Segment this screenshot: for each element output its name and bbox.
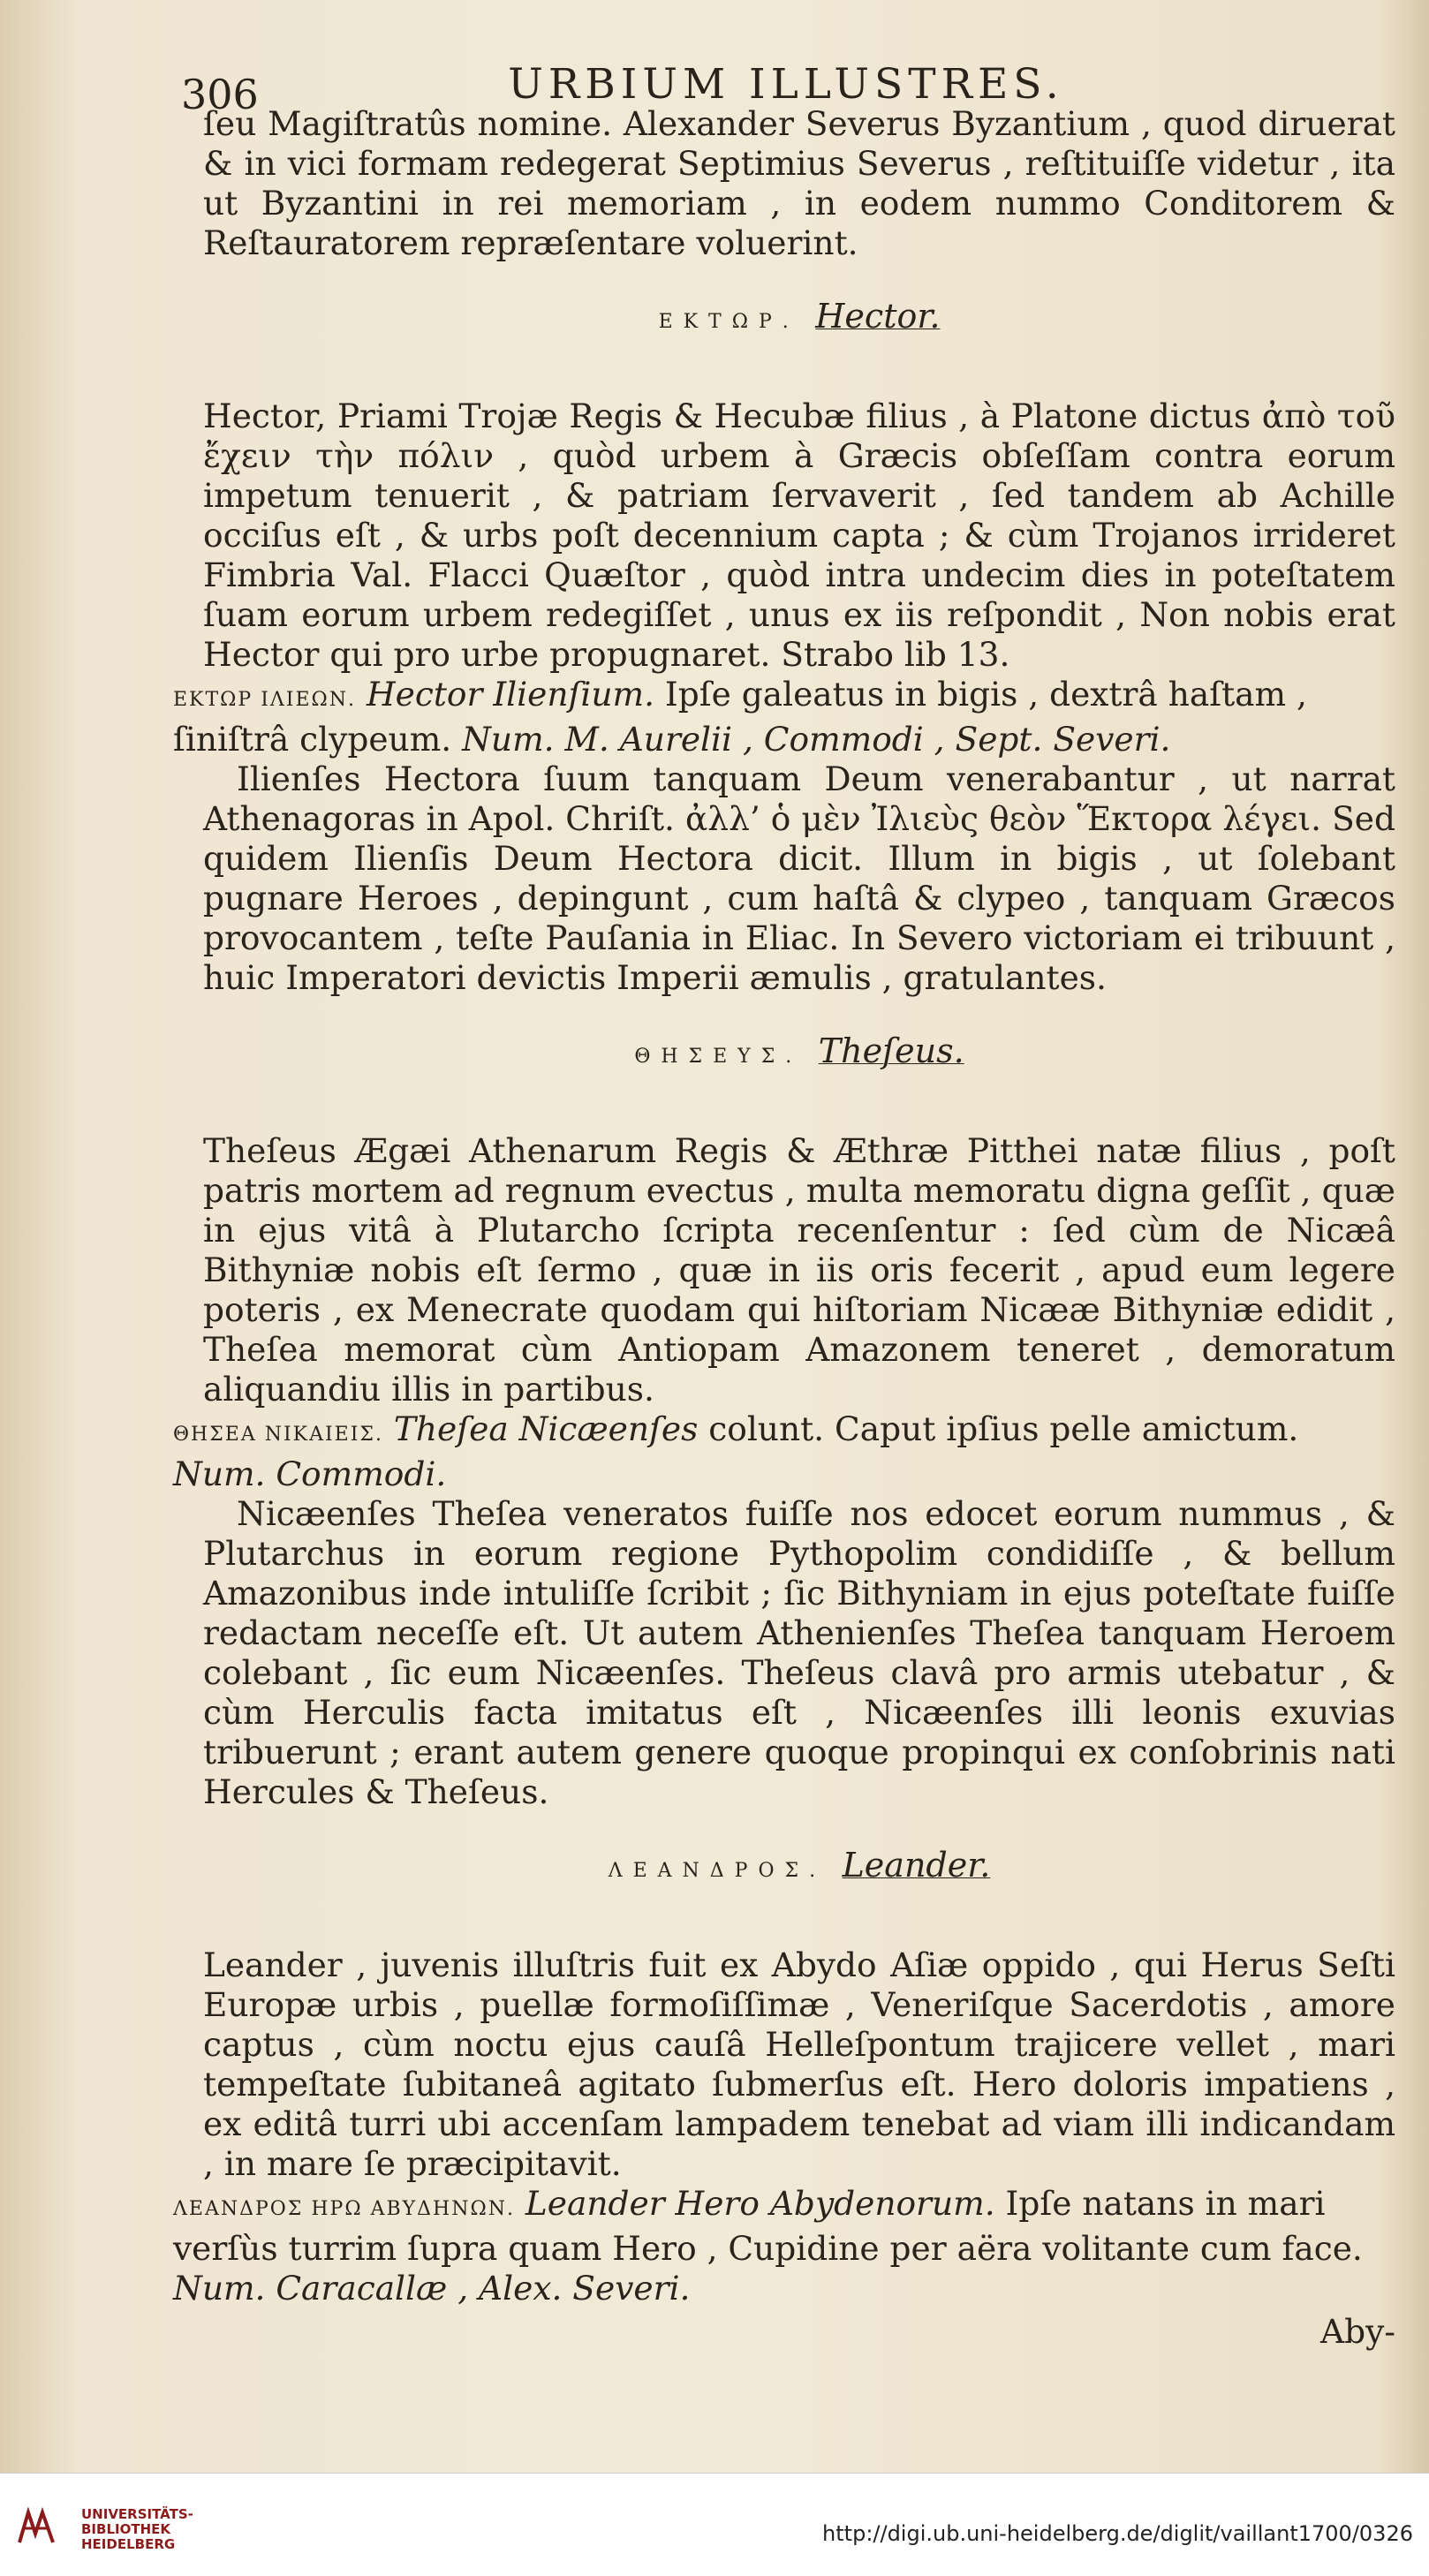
latin-heading: Leander. bbox=[842, 1846, 991, 1885]
section-paragraph-2: Ilienſes Hectora ſuum tanquam Deum venerabantur , ut narrat Athenagoras in Apol. Chriſt. ἀλλ’ ὁ μὲν Ἰλιεὺς θεὸν Ἕκτορα λέγει. Sed quidem Ilienſis Deum Hectora dicit. Illum in bigis , ut ſolebant pugnare Heroes , depingunt , cum haſtâ & clypeo , tanquam Græcos provocantem , teſte Pauſania in Eliac. In Severo victoriam ei tribuunt , huic Imperatori devictis Imperii æmulis , gratulantes. bbox=[203, 759, 1395, 997]
greek-heading: ΘΗΣΕΥΣ. bbox=[634, 1046, 803, 1068]
running-title: URBIUM ILLUSTRES. bbox=[508, 60, 1064, 109]
greek-heading: ΛΕΑΝΔΡΟΣ. bbox=[608, 1860, 827, 1882]
coin-description bbox=[173, 1409, 1395, 1494]
library-name-line: BIBLIOTHEK bbox=[81, 2521, 170, 2537]
coin-label: Hector Ilienſium. bbox=[366, 675, 654, 714]
latin-heading: Hector. bbox=[815, 297, 941, 336]
greek-heading: ΕΚΤΩΡ. bbox=[658, 311, 799, 333]
coin-text: Ipſe natans in mari verſùs turrim ſupra quam Hero , Cupidine per aëra volitante cum face. bbox=[173, 2184, 1363, 2268]
university-library-logo-icon bbox=[16, 2507, 57, 2548]
coin-description bbox=[173, 2184, 1395, 2308]
coin-label: Leander Hero Abydenorum. bbox=[525, 2184, 995, 2223]
section-paragraph-2: Nicæenſes Theſea veneratos fuiſſe nos edocet eorum nummus , & Plutarchus in eorum regione Pythopolim condidiſſe , & bellum Amazonibus inde intuliſſe ſcribit ; ſic Bithyniam in ejus poteſtate fuiſſe redactam neceſſe eſt. Ut autem Athenienſes Theſea tanquam Heroem colebant , ſic eum Nicæenſes. Theſeus clavâ pro armis utebatur , & cùm Herculis facta imitatus eſt , Nicæenſes illi leonis exuvias tribuerunt ; erant autem genere quoque propinqui ex conſobrinis nati Hercules & Theſeus. bbox=[203, 1494, 1395, 1811]
library-name bbox=[81, 2507, 193, 2552]
coin-text: colunt. Caput ipſius pelle amictum. bbox=[708, 1409, 1299, 1448]
catchword: Aby- bbox=[1320, 2312, 1395, 2351]
coin-text: Ipſe galeatus in bigis , dextrâ haſtam , ſiniſtrâ clypeum. bbox=[173, 675, 1307, 759]
source-url-link[interactable]: http://digi.ub.uni-heidelberg.de/diglit/vaillant1700/0326 bbox=[822, 2521, 1413, 2546]
latin-heading: Theſeus. bbox=[818, 1031, 964, 1070]
section-paragraph: Hector, Priami Trojæ Regis & Hecubæ filius , à Platone dictus ἀπὸ τοῦ ἔχειν τὴν πόλιν , quòd urbem à Græcis obſeſſam contra eorum impetum tenuerit , & patriam ſervaverit , ſed tandem ab Achille occiſus eſt , & urbs poſt decennium capta ; & cùm Trojanos irrideret Fimbria Val. Flacci Quæſtor , quòd intra undecim dies in poteſtatem ſuam eorum urbem redegiſſet , unus ex iis reſpondit , Non nobis erat Hector qui pro urbe propugnaret. Strabo lib 13. bbox=[203, 397, 1395, 674]
coin-legend: ΘΗΣΕΑ ΝΙΚΑΙΕΙΣ. bbox=[173, 1424, 383, 1446]
coin-reference: Num. Caracallæ , Alex. Severi. bbox=[173, 2269, 691, 2308]
section-heading-hector bbox=[203, 297, 1395, 342]
coin-description bbox=[173, 675, 1395, 759]
section-heading-theseus bbox=[203, 1031, 1395, 1076]
coin-reference: Num. M. Aurelii , Commodi , Sept. Severi. bbox=[462, 720, 1171, 759]
library-name-line: UNIVERSITÄTS- bbox=[81, 2506, 193, 2522]
section-paragraph: Theſeus Ægæi Athenarum Regis & Æthræ Pitthei natæ filius , poſt patris mortem ad regnum evectus , multa memoratu digna geſſit , quæ in ejus vitâ à Plutarcho ſcripta recenſentur : ſed cùm de Nicæâ Bithyniæ nobis eſt ſermo , quæ in iis oris fecerit , apud eum legere poteris , ex Menecrate quodam qui hiſtoriam Nicææ Bithyniæ edidit , Theſea memorat cùm Antiopam Amazonem teneret , demoratum aliquandiu illis in partibus. bbox=[203, 1131, 1395, 1409]
coin-legend: ΛΕΑΝΔΡΟΣ ΗΡΩ ΑΒΥΔΗΝΩΝ. bbox=[173, 2198, 515, 2220]
coin-reference: Num. Commodi. bbox=[173, 1454, 447, 1493]
coin-legend: ΕΚΤΩΡ ΙΛΙΕΩΝ. bbox=[173, 689, 357, 711]
section-paragraph: Leander , juvenis illuſtris fuit ex Abydo Aſiæ oppido , qui Herus Seſti Europæ urbis , puellæ formoſiſſimæ , Veneriſque Sacerdotis , amore captus , cùm noctu ejus cauſâ Helleſpontum trajicere vellet , mari tempeſtate ſubitaneâ agitato ſubmerſus eſt. Hero doloris impatiens , ex editâ turri ubi accenſam lampadem tenebat ad viam illi indicandam , in mare ſe præcipitavit. bbox=[203, 1945, 1395, 2183]
viewer-footer bbox=[0, 2473, 1429, 2576]
body-text bbox=[173, 104, 1395, 2352]
intro-paragraph: ſeu Magiſtratûs nomine. Alexander Severus Byzantium , quod diruerat & in vici formam redegerat Septimius Severus , reſtituiſſe videtur , ita ut Byzantini in rei memoriam , in eodem nummo Conditorem & Reſtauratorem repræſentare voluerint. bbox=[203, 104, 1395, 262]
page-number: 306 bbox=[181, 71, 259, 118]
library-name-line: HEIDELBERG bbox=[81, 2536, 176, 2552]
coin-label: Theſea Nicæenſes bbox=[393, 1409, 699, 1448]
section-heading-leander bbox=[203, 1846, 1395, 1891]
